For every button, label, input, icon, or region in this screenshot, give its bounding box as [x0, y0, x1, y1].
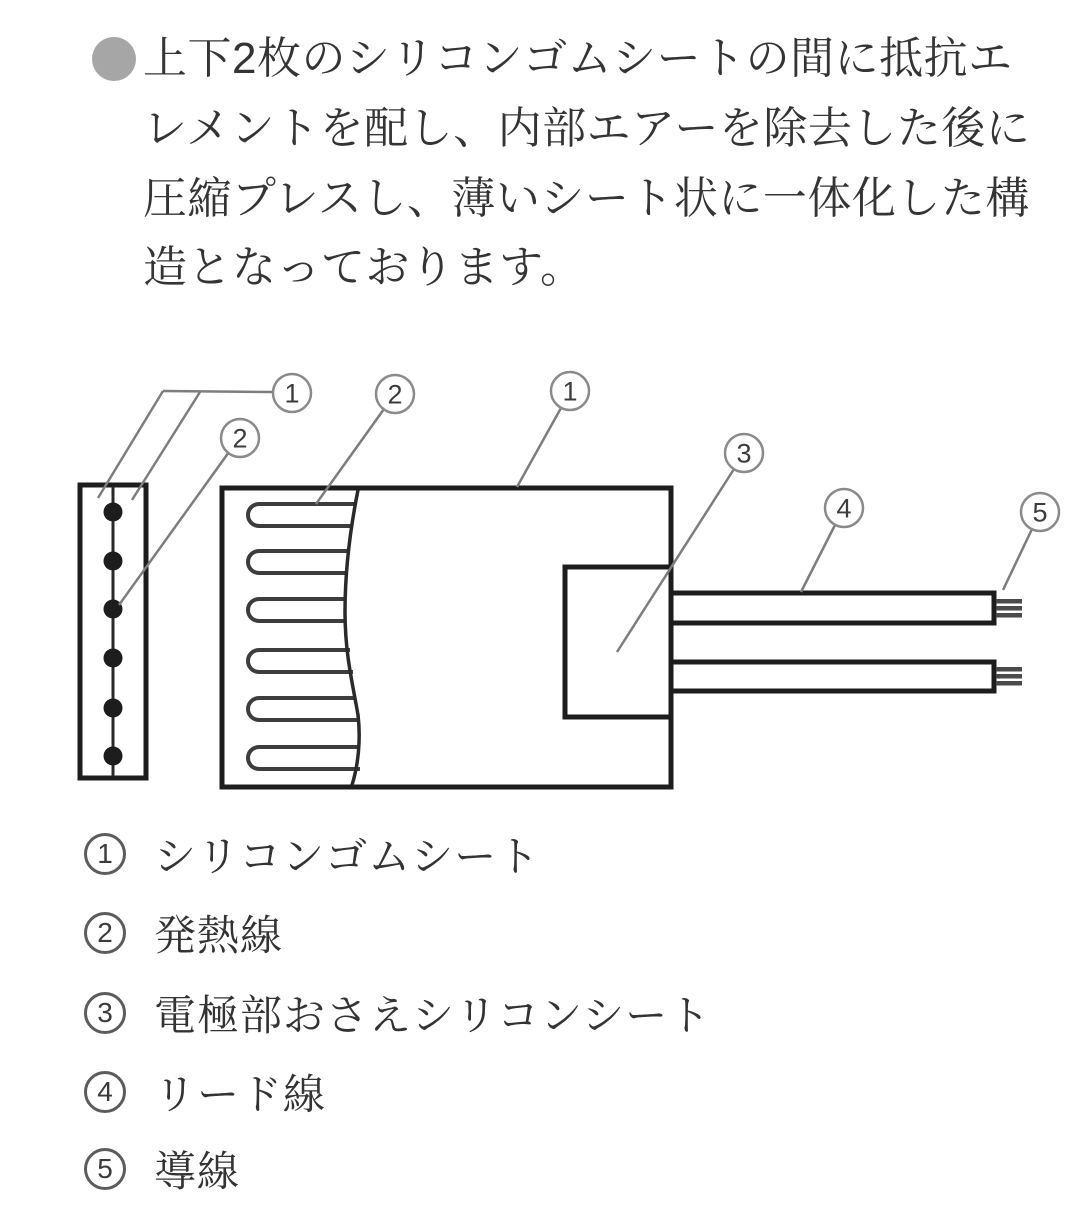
intro-line-1: 上下2枚のシリコンゴムシートの間に抵抗エ: [143, 34, 1013, 83]
legend-item-electrode-sheet: [84, 986, 711, 1040]
svg-text:2: 2: [232, 423, 248, 454]
svg-text:1: 1: [284, 378, 300, 409]
legend-label-5: 導線: [154, 1148, 241, 1195]
intro-line-3: 圧縮プレスし、薄いシート状に一体化した構: [143, 174, 1030, 223]
legend-number-5: 5: [84, 1148, 126, 1190]
legend-item-conductor: [84, 1142, 240, 1196]
legend-item-lead-wire: [84, 1065, 326, 1119]
callout-2-heating-wire: [376, 375, 414, 413]
edge-view-sheet: [80, 485, 146, 778]
callout-2-edge-wire: [221, 419, 259, 457]
legend-number-4: 4: [84, 1071, 126, 1113]
conductor-strands: [996, 599, 1022, 686]
electrode-press-sheet: [565, 567, 671, 717]
legend-item-heating-wire: [84, 906, 283, 960]
svg-text:5: 5: [1032, 497, 1048, 528]
callout-5-conductor: [1021, 493, 1059, 531]
legend-number-3: 3: [84, 992, 126, 1034]
svg-text:3: 3: [736, 438, 752, 469]
callout-1-main-sheet: [551, 372, 589, 410]
legend-label-4: リード線: [154, 1071, 327, 1118]
legend-label-2: 発熱線: [154, 912, 284, 959]
svg-text:2: 2: [387, 379, 403, 410]
legend-label-3: 電極部おさえシリコンシート: [154, 992, 712, 1039]
legend-number-1: 1: [84, 833, 126, 875]
legend-number-2: 2: [84, 912, 126, 954]
intro-line-2: レメントを配し、内部エアーを除去した後に: [143, 104, 1031, 153]
lead-wires: [671, 593, 994, 691]
intro-line-4: 造となっております。: [143, 243, 585, 292]
svg-text:4: 4: [836, 493, 852, 524]
svg-text:1: 1: [562, 376, 578, 407]
callout-4-lead-wire: [825, 489, 863, 527]
legend-label-1: シリコンゴムシート: [154, 833, 541, 880]
callout-3-electrode-sheet: [725, 434, 763, 472]
callout-1-edge-sheet: [273, 374, 311, 412]
legend-item-silicone-sheet: [84, 827, 540, 881]
